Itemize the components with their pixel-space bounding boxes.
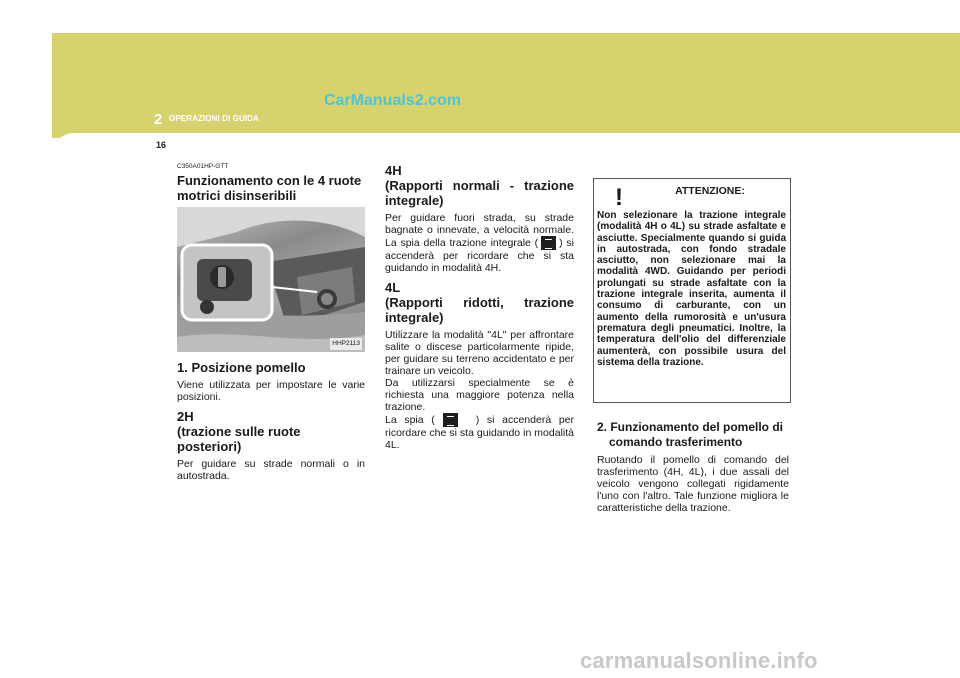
4wd-indicator-icon	[541, 236, 556, 250]
page-number: 16	[156, 140, 167, 150]
mode-2h-text: Per guidare su strade normali o in autostrada.	[177, 458, 365, 482]
mode-2h-label: 2H	[177, 409, 194, 424]
4l-indicator-icon	[443, 413, 458, 427]
mode-4l-label: 4L	[385, 280, 401, 295]
chapter-number: 2	[154, 111, 163, 128]
mode-4h-label: 4H	[385, 163, 402, 178]
mode-4h-text-a: Per guidare fuori strada, su strade bagnate o innevate, a velocità normale. La spia della trazione integrale (	[385, 212, 574, 249]
mode-4l-text-3	[385, 413, 574, 451]
section-title: Funzionamento con le 4 ruote motrici disinseribili	[177, 173, 362, 203]
warning-title: ATTENZIONE:	[675, 185, 745, 197]
warning-box	[593, 178, 791, 403]
footer-site[interactable]: carmanualsonline.info	[580, 648, 818, 673]
transfer-knob-photo	[177, 207, 365, 352]
mode-4h-desc: (Rapporti normali - trazione integrale)	[385, 178, 574, 208]
warning-icon	[603, 185, 635, 207]
section-code: C350A01HP-GTT	[177, 163, 229, 170]
mode-2h-desc: (trazione sulle ruote posteriori)	[177, 424, 301, 454]
page-tab	[52, 133, 960, 155]
mode-4l-heading	[385, 280, 574, 325]
mode-4l-lamp-text-b: ) si accenderà per ricordare che si sta guidando in modalità 4L.	[385, 413, 574, 451]
dashboard-illustration	[177, 207, 365, 352]
transfer-control-text: Ruotando il pomello di comando del trasferimento (4H, 4L), i due assali del veicolo vengono collegati rigidamente l'uno con l'altro. Tale funzione migliora le caratteristiche della trazione.	[597, 454, 789, 514]
image-code: HHP2113	[330, 338, 362, 350]
mode-4l-text: Utilizzare la modalità "4L" per affrontare salite o discese particolarmente ripide, per guidare su terreno accidentato e per trainare un veicolo.	[385, 329, 574, 377]
transfer-control-heading: 2. Funzionamento del pomello di comando trasferimento	[597, 420, 784, 449]
knob-position-text: Viene utilizzata per impostare le varie posizioni.	[177, 379, 365, 403]
warning-text: Non selezionare la trazione integrale (modalità 4H o 4L) su strade asfaltate e asciutte. Specialmente quando si guida in autostrada, con fondo stradale asciutto, non selezionare mai la modalità 4WD. Guidando per periodi prolungati su strade asfaltate con la trazione integrale inserita, aumenta il consumo di carburante, con un aumento della rumorosità e un'usura prematura degli pneumatici. Inoltre, la temperatura dell'olio del differenziale aumenterà, con possibile usura del sistema della trazione.	[597, 210, 786, 368]
column-2	[385, 163, 574, 451]
mode-4l-desc: (Rapporti ridotti, trazione integrale)	[385, 295, 574, 325]
mode-4h-text-b: ) si accenderà per ricordare che si sta guidando in modalità 4H.	[385, 236, 574, 274]
mode-4l-text-2: Da utilizzarsi specialmente se è richiesta una maggiore potenza nella trazione.	[385, 377, 574, 413]
chapter-title: OPERAZIONI DI GUIDA	[169, 114, 259, 123]
mode-2h-heading	[177, 409, 365, 454]
knob-position-heading: 1. Posizione pomello	[177, 360, 306, 375]
watermark-link[interactable]: CarManuals2.com	[324, 92, 461, 109]
mode-4h-heading	[385, 163, 574, 208]
mode-4l-lamp-text-a: La spia (	[385, 413, 435, 426]
svg-text:!: !	[615, 185, 623, 207]
column-1	[177, 163, 365, 482]
transfer-control-section	[597, 420, 789, 514]
mode-4h-text	[385, 212, 574, 274]
